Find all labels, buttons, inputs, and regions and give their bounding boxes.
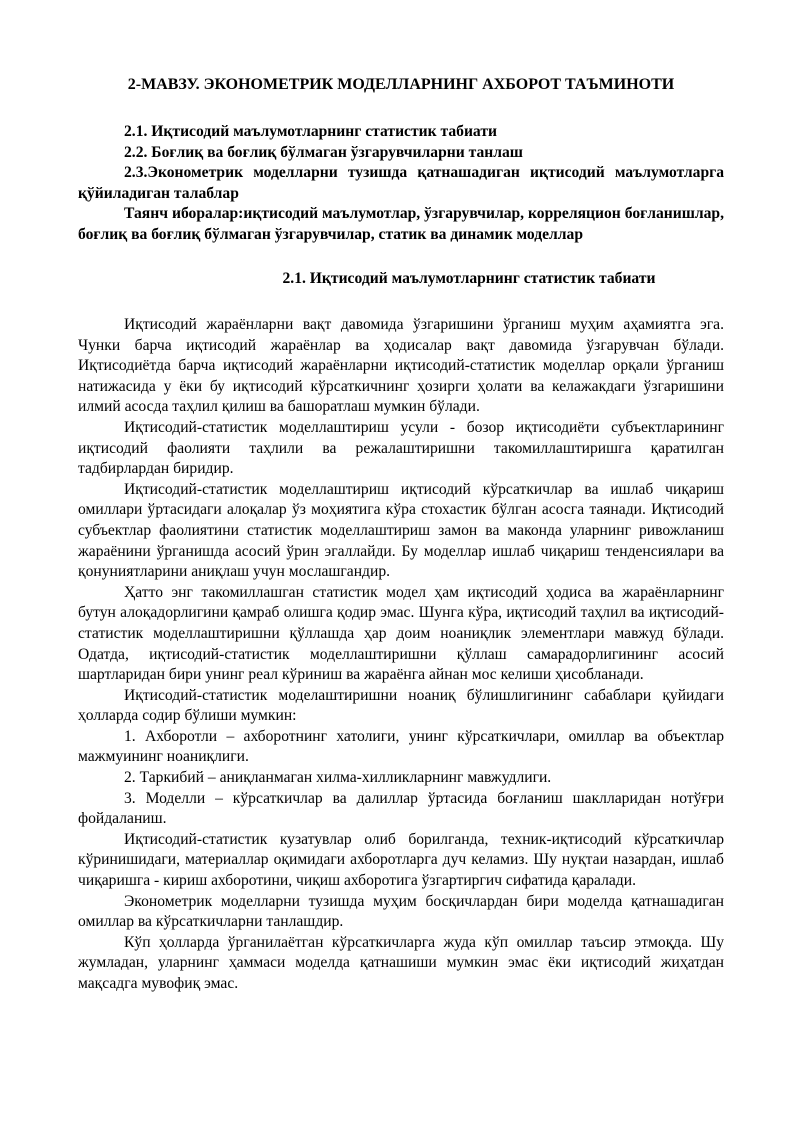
list-item: 3. Моделли – кўрсаткичлар ва далиллар ўртасида боғланиш шаклларидан нотўғри фойдаланиш.: [78, 789, 724, 828]
paragraph: Иқтисодий-статистик моделлаштириш усули - бозор иқтисодиёти субъектларининг иқтисодий фаолияти таҳлили ва режалаштиришни такомиллаштиришга қаратилган тадбирлардан биридир.: [78, 418, 724, 478]
plan-item-1: 2.1. Иқтисодий маълумотларнинг статистик табиати: [124, 123, 497, 140]
paragraph: Ҳатто энг такомиллашган статистик модел ҳам иқтисодий ҳодиса ва жараёнларнинг бутун алоқадорлигини қамраб олишга қодир эмас. Шунга кўра, иқтисодий таҳлил ва иқтисодий-статистик моделлаштиришни қўллашда ҳар доим ноаниқлик элементлари мавжуд бўлади. Одатда, иқтисодий-статистик моделлаштиришни қўллаш самарадорлигининг асосий шартларидан бири унинг реал кўриниш ва жараёнга айнан мос келиши ҳисобланади.: [78, 583, 724, 684]
list-item: 2. Таркибий – аниқланмаган хилма-хилликларнинг мавжудлиги.: [124, 769, 552, 787]
paragraph: Иқтисодий-статистик кузатувлар олиб борилганда, техник-иқтисодий кўрсаткичлар кўринишидаги, материаллар оқимидаги ахборотларга дуч келамиз. Шу нуқтаи назардан, ишлаб чиқаришга - кириш ахборотини, чиқиш ахборотига ўзгартиргич сифатида қаралади.: [78, 830, 724, 890]
body-text: [78, 315, 724, 995]
paragraph: Иқтисодий жараёнларни вақт давомида ўзгаришини ўрганиш муҳим аҳамиятга эга. Чунки барча иқтисодий жараёнлар ва ҳодисалар вақт давомида ўзгарувчан бўлади. Иқтисодиётда барча иқтисодий жараёнларни иқтисодий-статистик моделлар орқали ўрганиш натижасида у ёки бу иқтисодий кўрсаткичнинг ҳозирги ҳолати ва келажакдаги ўзгаришини илмий асосда таҳлил қилиш ва башоратлаш мумкин бўлади.: [78, 316, 724, 416]
section-title: 2.1. Иқтисодий маълумотларнинг статистик табиати: [282, 270, 656, 287]
keywords: Таянч иборалар:иқтисодий маълумотлар, ўзгарувчилар, корреляцион боғланишлар, боғлиқ ва боғлиқ бўлмаган ўзгарувчилар, статик ва динамик моделлар: [78, 205, 724, 243]
paragraph: Иқтисодий-статистик моделлаштириш иқтисодий кўрсаткичлар ва ишлаб чиқариш омиллари ўртасидаги алоқалар ўз моҳиятига кўра стохастик бўлган асосга таянади. Иқтисодий субъектлар фаолиятини статистик моделлаштириш замон ва маконда уларнинг ривожланиш жараёнини ўрганишда асосий ўрин эгаллайди. Бу моделлар ишлаб чиқариш тенденсиялари ва қонуниятларини аниқлаш учун мослашгандир.: [78, 480, 724, 581]
paragraph: Эконометрик моделларни тузишда муҳим босқичлардан бири моделда қатнашадиган омиллар ва кўрсаткичларни танлашдир.: [78, 892, 724, 931]
paragraph: Кўп ҳолларда ўрганилаётган кўрсаткичларга жуда кўп омиллар таъсир этмоқда. Шу жумладан, уларнинг ҳаммаси моделда қатнашиши мумкин эмас ёки иқтисодий жиҳатдан мақсадга мувофиқ эмас.: [78, 933, 724, 992]
plan-item-3: 2.3.Эконометрик моделларни тузишда қатнашадиган иқтисодий маълумотларга қўйиладиган талаблар: [78, 164, 724, 202]
paragraph: Иқтисодий-статистик моделаштиришни ноаниқ бўлишлигининг сабаблари қуйидаги ҳолларда содир бўлиши мумкин:: [78, 686, 724, 725]
topic-plan: [78, 122, 724, 204]
page-title: 2-МАВЗУ. ЭКОНОМЕТРИК МОДЕЛЛАРНИНГ АХБОРОТ ТАЪМИНОТИ: [127, 76, 675, 93]
list-item: 1. Ахборотли – ахборотнинг хатолиги, унинг кўрсаткичлари, омиллар ва объектлар мажмуининг ноаниқлиги.: [78, 727, 724, 766]
plan-item-2: 2.2. Боғлиқ ва боғлиқ бўлмаган ўзгарувчиларни танлаш: [124, 143, 523, 161]
